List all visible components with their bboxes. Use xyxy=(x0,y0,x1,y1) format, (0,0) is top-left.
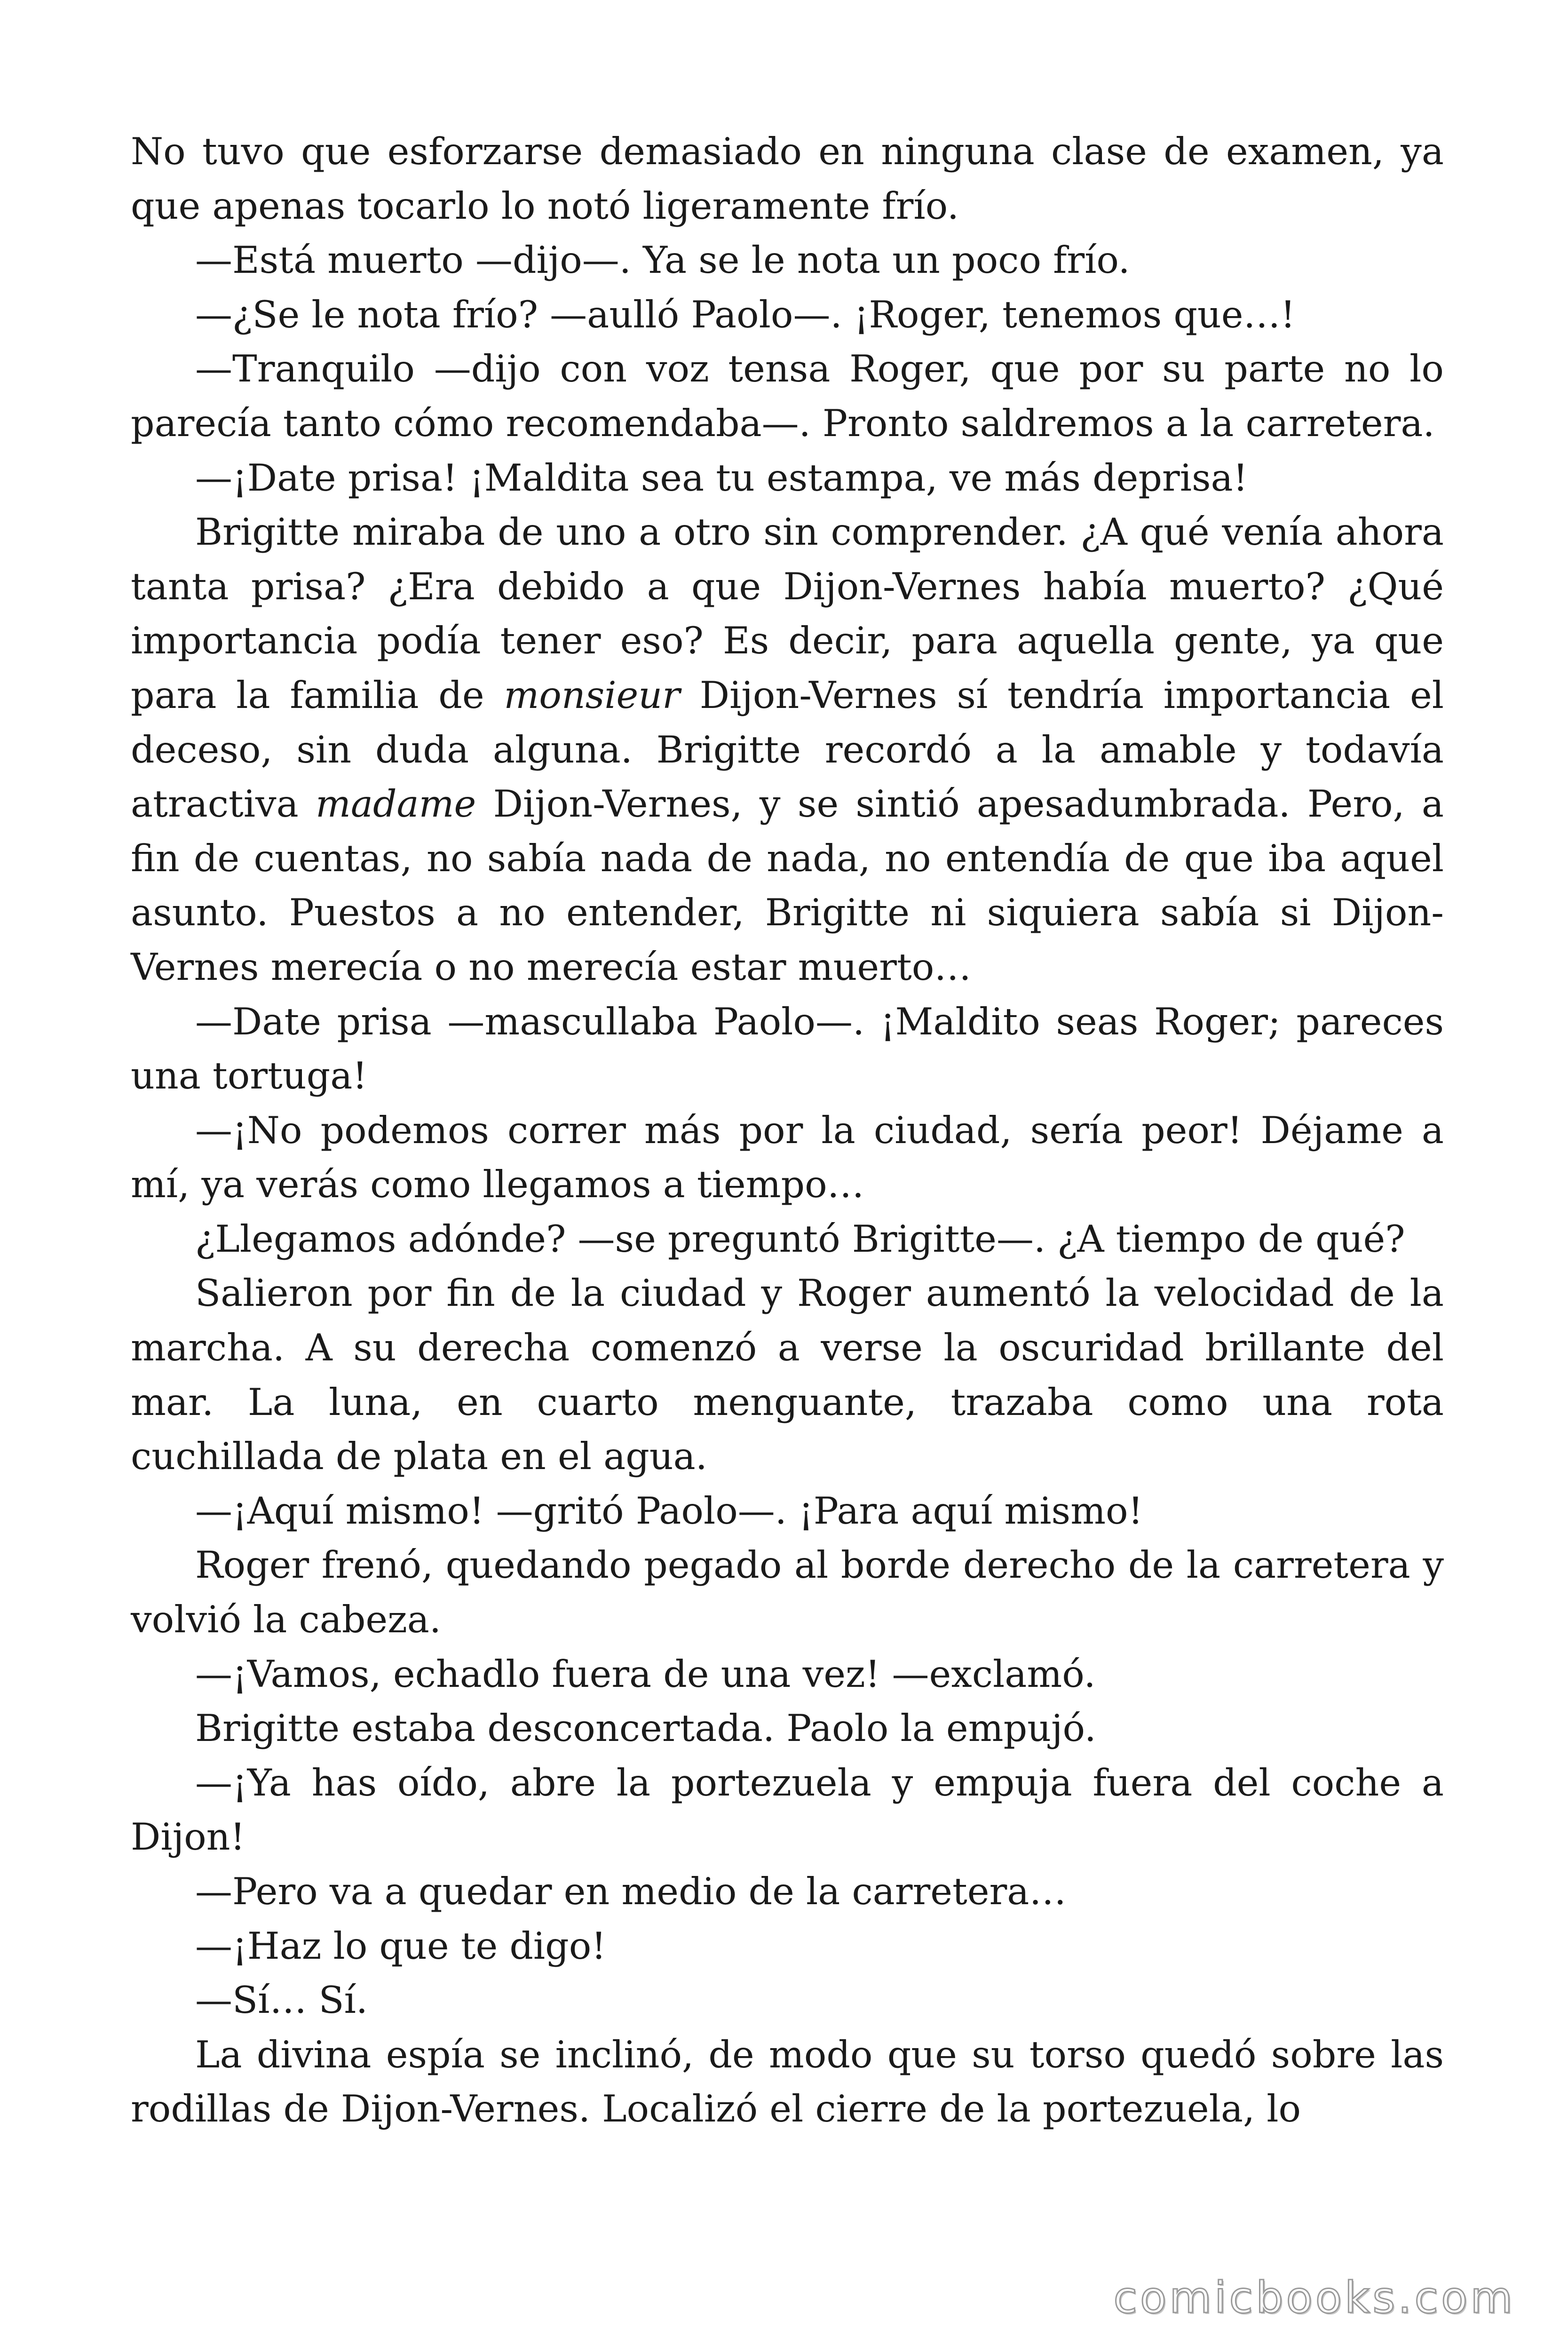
paragraph: —¡Date prisa! ¡Maldita sea tu estampa, ve más deprisa! xyxy=(195,456,1248,500)
paragraph: Roger frenó, quedando pegado al borde derecho de la carretera y volvió la cabeza. xyxy=(131,1543,1444,1642)
paragraph: No tuvo que esforzarse demasiado en ninguna clase de examen, ya que apenas tocarlo lo notó ligeramente frío. xyxy=(131,130,1444,228)
paragraph: ¿Llegamos adónde? —se preguntó Brigitte—. ¿A tiempo de qué? xyxy=(195,1217,1405,1261)
paragraph: —Está muerto —dijo—. Ya se le nota un poco frío. xyxy=(195,238,1130,282)
paragraph: —Tranquilo —dijo con voz tensa Roger, que por su parte no lo parecía tanto cómo recomendaba—. Pronto saldremos a la carretera. xyxy=(131,347,1444,445)
paragraph: —Sí… Sí. xyxy=(195,1979,368,2022)
paragraph-text: Dijon-Vernes sí tendría importancia el deceso, sin duda alguna. Brigitte recordó a la amable y todavía atractiva xyxy=(131,673,1444,826)
italic-word: madame xyxy=(315,782,476,826)
paragraph: Brigitte estaba desconcertada. Paolo la empujó. xyxy=(195,1707,1096,1750)
watermark: comicbooks.com xyxy=(1113,2273,1515,2323)
paragraph: —¡No podemos correr más por la ciudad, sería peor! Déjame a mí, ya verás como llegamos a tiempo… xyxy=(131,1108,1444,1207)
paragraph: —¿Se le nota frío? —aulló Paolo—. ¡Roger, tenemos que…! xyxy=(195,293,1296,336)
paragraph-text: Brigitte miraba de uno a otro sin comprender. ¿A qué venía ahora tanta prisa? ¿Era debido a que Dijon-Vernes había muerto? ¿Qué importancia podía tener eso? Es decir, para aquella gente, ya que para la familia de xyxy=(131,510,1444,717)
paragraph: —Pero va a quedar en medio de la carretera… xyxy=(195,1870,1067,1913)
paragraph: —¡Vamos, echadlo fuera de una vez! —exclamó. xyxy=(195,1652,1096,1696)
paragraph-text: Dijon-Vernes, y se sintió apesadumbrada. Pero, a fin de cuentas, no sabía nada de nada, no entendía de que iba aquel asunto. Puestos a no entender, Brigitte ni siquiera sabía si Dijon-Vernes merecía o no merecía estar muerto… xyxy=(131,782,1444,989)
paragraph: —¡Ya has oído, abre la portezuela y empuja fuera del coche a Dijon! xyxy=(131,1761,1444,1859)
italic-word: monsieur xyxy=(504,673,680,717)
paragraph: —¡Haz lo que te digo! xyxy=(195,1924,607,1968)
body-text xyxy=(131,125,1444,2137)
paragraph: —Date prisa —mascullaba Paolo—. ¡Maldito seas Roger; pareces una tortuga! xyxy=(131,1000,1444,1098)
paragraph xyxy=(131,505,1444,994)
paragraph: —¡Aquí mismo! —gritó Paolo—. ¡Para aquí mismo! xyxy=(195,1489,1143,1533)
paragraph: La divina espía se inclinó, de modo que su torso quedó sobre las rodillas de Dijon-Vernes. Localizó el cierre de la portezuela, lo xyxy=(131,2033,1444,2131)
paragraph: Salieron por fin de la ciudad y Roger aumentó la velocidad de la marcha. A su derecha comenzó a verse la oscuridad brillante del mar. La luna, en cuarto menguante, trazaba como una rota cuchillada de plata en el agua. xyxy=(131,1271,1444,1478)
